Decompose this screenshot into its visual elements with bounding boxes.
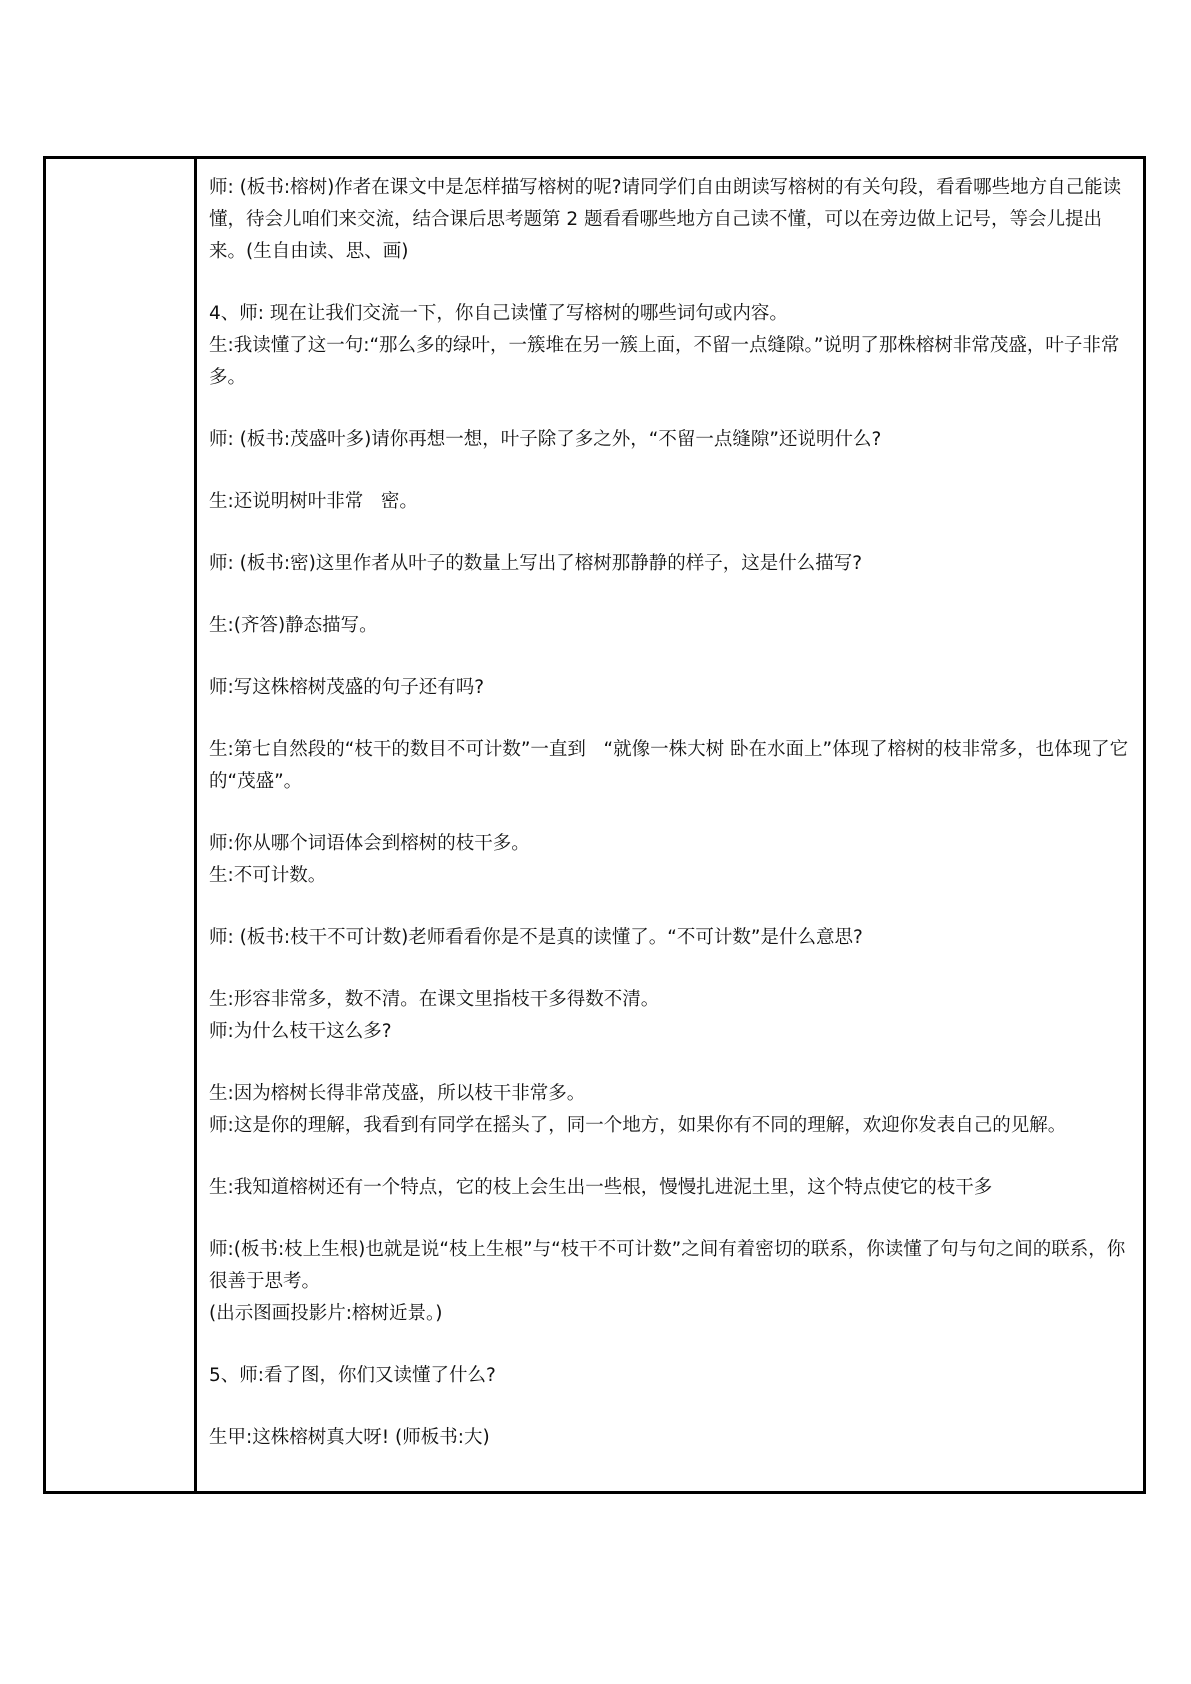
paragraph: 生:形容非常多，数不清。在课文里指枝干多得数不清。	[209, 989, 660, 1010]
paragraph: 生:我知道榕树还有一个特点，它的枝上会生出一些根，慢慢扎进泥土里，这个特点使它的枝干多	[209, 1177, 993, 1198]
paragraph: 生:还说明树叶非常 密。	[209, 491, 418, 512]
paragraph: 生:因为榕树长得非常茂盛，所以枝干非常多。	[209, 1083, 586, 1104]
paragraph: 师: (板书:榕树)作者在课文中是怎样描写榕树的呢?请同学们自由朗读写榕树的有关句段，看看哪些地方自己能读懂，待会儿咱们来交流，结合课后思考题第 2 题看看哪些地方自己读不懂，可以在旁边做上记号，等会儿提出来。(生自由读、思、画)	[209, 177, 1122, 262]
column-divider	[194, 156, 197, 1494]
paragraph: 师: (板书:枝干不可计数)老师看看你是不是真的读懂了。“不可计数”是什么意思?	[209, 927, 863, 948]
paragraph: 师:这是你的理解，我看到有同学在摇头了，同一个地方，如果你有不同的理解，欢迎你发表自己的见解。	[209, 1115, 1067, 1136]
paragraph: 师:你从哪个词语体会到榕树的枝干多。	[209, 833, 530, 854]
paragraph: (出示图画投影片:榕树近景。)	[209, 1303, 443, 1324]
paragraph: 师:为什么枝干这么多?	[209, 1021, 392, 1042]
paragraph: 师: (板书:密)这里作者从叶子的数量上写出了榕树那静静的样子，这是什么描写?	[209, 553, 863, 574]
paragraph: 师:(板书:枝上生根)也就是说“枝上生根”与“枝干不可计数”之间有着密切的联系，你读懂了句与句之间的联系，你很善于思考。	[209, 1239, 1126, 1292]
lesson-content	[209, 172, 1134, 1454]
paragraph: 5、师:看了图，你们又读懂了什么?	[209, 1365, 496, 1386]
paragraph: 生甲:这株榕树真大呀! (师板书:大)	[209, 1427, 490, 1448]
paragraph: 生:我读懂了这一句:“那么多的绿叶，一簇堆在另一簇上面，不留一点缝隙。”说明了那株榕树非常茂盛，叶子非常多。	[209, 335, 1120, 388]
paragraph: 生:不可计数。	[209, 865, 327, 886]
paragraph: 生:第七自然段的“枝干的数目不可计数”一直到 “就像一株大树 卧在水面上”体现了榕树的枝非常多，也体现了它的“茂盛”。	[209, 739, 1129, 792]
paragraph: 4、师: 现在让我们交流一下，你自己读懂了写榕树的哪些词句或内容。	[209, 303, 788, 324]
paragraph: 师:写这株榕树茂盛的句子还有吗?	[209, 677, 485, 698]
paragraph: 师: (板书:茂盛叶多)请你再想一想，叶子除了多之外，“不留一点缝隙”还说明什么?	[209, 429, 882, 450]
paragraph: 生:(齐答)静态描写。	[209, 615, 378, 636]
